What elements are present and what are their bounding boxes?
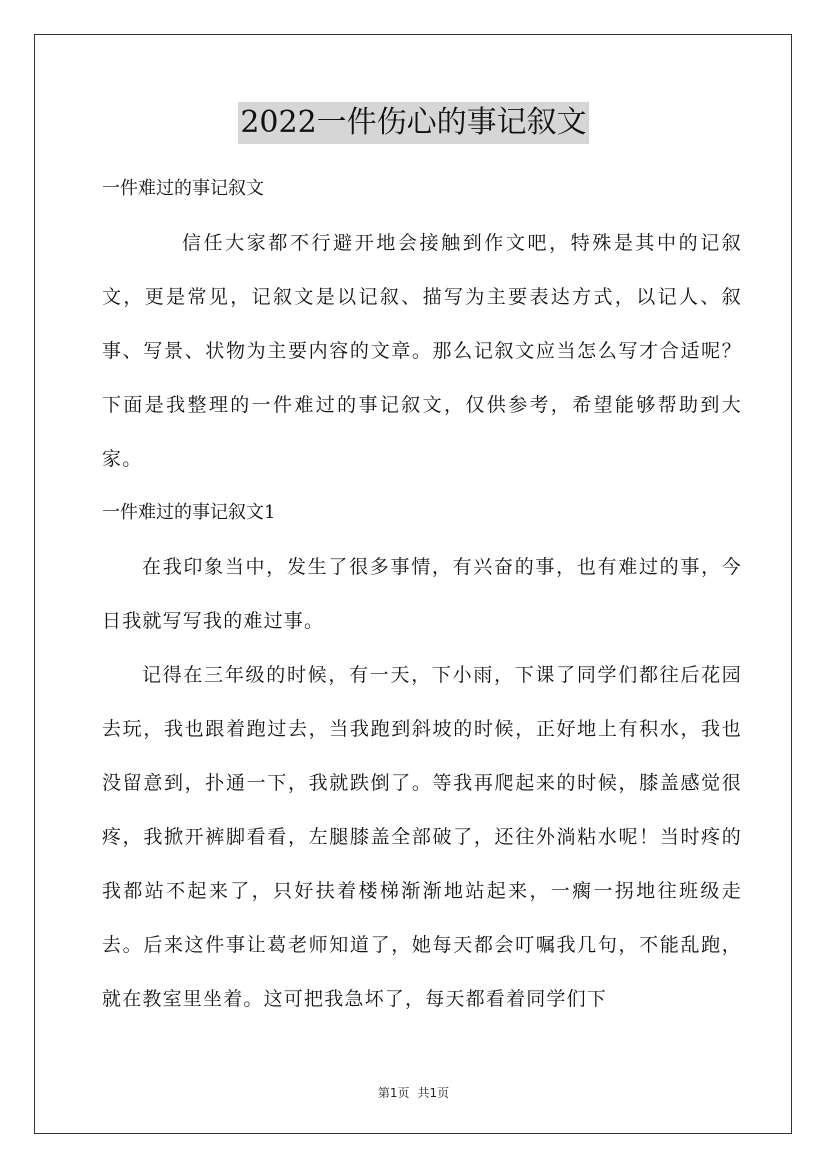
body-paragraph-2: 记得在三年级的时候，有一天，下小雨，下课了同学们都往后花园去玩，我也跟着跑过去，当我跑到斜坡的时候，正好地上有积水，我也没留意到，扑通一下，我就跌倒了。等我再爬起来的时候，膝盖感觉很疼，我掀开裤脚看看，左腿膝盖全部破了，还往外淌粘水呢！当时疼的我都站不起来了，只好扶着楼梯渐渐地站起来，一瘸一拐地往班级走去。后来这件事让葛老师知道了，她每天都会叮嘱我几句，不能乱跑，就在教室里坐着。这可把我急坏了，每天都看着同学们下: [102, 664, 742, 1010]
intro-heading: 一件难过的事记叙文: [102, 178, 264, 199]
page-footer: [0, 1084, 827, 1101]
section-heading: 一件难过的事记叙文1: [102, 502, 276, 523]
page-number: 第1页: [377, 1086, 410, 1100]
title-container: [0, 102, 827, 144]
intro-paragraph: 信任大家都不行避开地会接触到作文吧，特殊是其中的记叙文，更是常见，记叙文是以记叙、描写为主要表达方式，以记人、叙事、写景、状物为主要内容的文章。那么记叙文应当怎么写才合适呢？下面是我整理的一件难过的事记叙文，仅供参考，希望能够帮助到大家。: [102, 232, 742, 470]
document-title: 2022一件伤心的事记叙文: [238, 102, 588, 144]
page-total: 共1页: [417, 1086, 450, 1100]
body-paragraph-1: 在我印象当中，发生了很多事情，有兴奋的事，也有难过的事，今日我就写写我的难过事。: [102, 556, 742, 632]
document-body: [102, 162, 742, 1026]
